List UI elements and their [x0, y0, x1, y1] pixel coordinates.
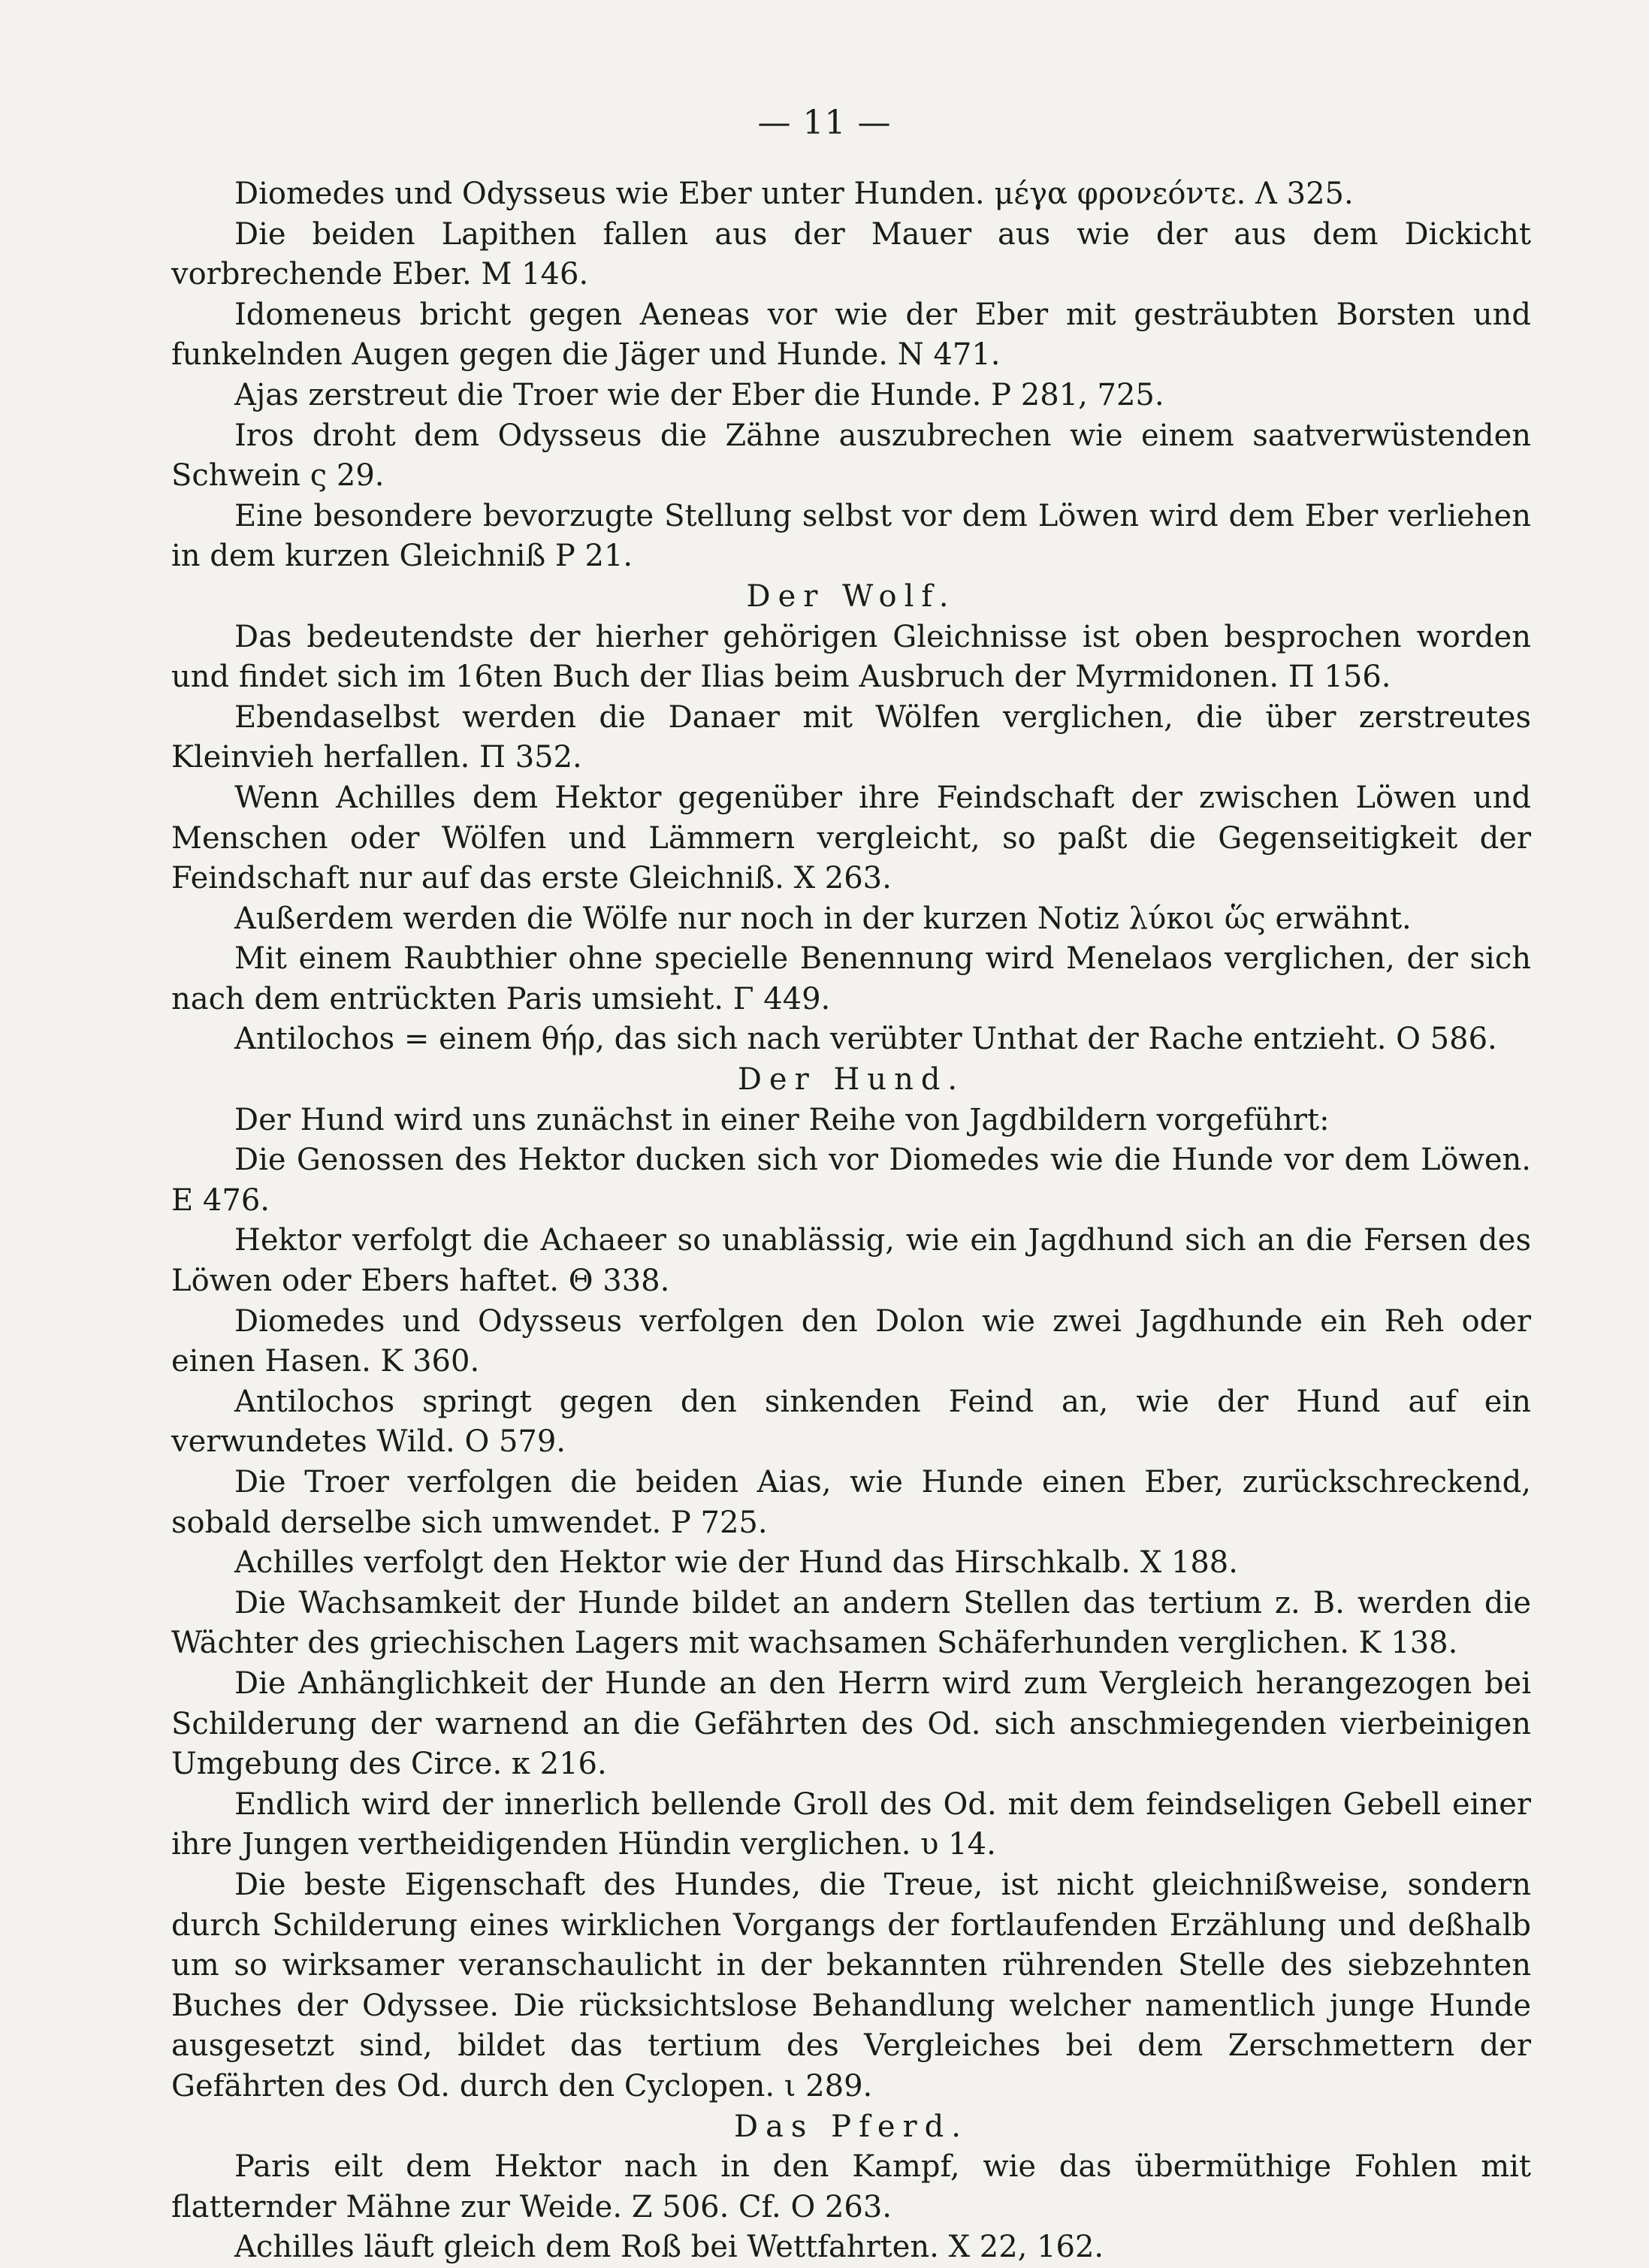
- paragraph: Außerdem werden die Wölfe nur noch in der kurzen Notiz λύκοι ὥς erwähnt.: [234, 901, 1412, 936]
- paragraph: Das bedeutendste der hierher gehörigen Gleichnisse ist oben besprochen worden und findet sich im 16ten Buch der Ilias beim Ausbruch der Myrmidonen. Π 156.: [171, 619, 1531, 695]
- paragraph: Die Genossen des Hektor ducken sich vor Diomedes wie die Hunde vor dem Löwen. E 476.: [171, 1143, 1531, 1218]
- paragraph: Iros droht dem Odysseus die Zähne auszubrechen wie einem saatverwüstenden Schwein ς 29.: [171, 418, 1531, 494]
- paragraph: Antilochos = einem θήρ, das sich nach verübter Unthat der Rache entzieht. O 586.: [234, 1022, 1497, 1057]
- paragraph: Mit einem Raubthier ohne specielle Benennung wird Menelaos verglichen, der sich nach dem entrückten Paris umsieht. Γ 449.: [171, 941, 1531, 1016]
- paragraph: Die Wachsamkeit der Hunde bildet an andern Stellen das tertium z. B. werden die Wächter des griechischen Lagers mit wachsamen Schäferhunden verglichen. K 138.: [171, 1585, 1531, 1661]
- paragraph: Diomedes und Odysseus verfolgen den Dolon wie zwei Jagdhunde ein Reh oder einen Hasen. K 360.: [171, 1303, 1531, 1379]
- paragraph: Paris eilt dem Hektor nach in den Kampf, wie das übermüthige Fohlen mit flatternder Mähne zur Weide. Z 506. Cf. O 263.: [171, 2149, 1531, 2224]
- paragraph: Antilochos springt gegen den sinkenden Feind an, wie der Hund auf ein verwundetes Wild. O 579.: [171, 1384, 1531, 1460]
- paragraph: Diomedes und Odysseus wie Eber unter Hunden. μέγα φρονεόντε. Λ 325.: [234, 177, 1354, 211]
- paragraph: Eine besondere bevorzugte Stellung selbst vor dem Löwen wird dem Eber verliehen in dem kurzen Gleichniß P 21.: [171, 498, 1531, 574]
- paragraph: Idomeneus bricht gegen Aeneas vor wie der Eber mit gesträubten Borsten und funkelnden Augen gegen die Jäger und Hunde. N 471.: [171, 297, 1531, 373]
- body-text: [171, 174, 1531, 2268]
- paragraph: Die Troer verfolgen die beiden Aias, wie Hunde einen Eber, zurückschreckend, sobald derselbe sich umwendet. P 725.: [171, 1465, 1531, 1540]
- paragraph: Hektor verfolgt die Achaeer so unablässig, wie ein Jagdhund sich an die Fersen des Löwen oder Ebers haftet. Θ 338.: [171, 1223, 1531, 1299]
- section-heading-wolf: Der Wolf.: [746, 578, 956, 614]
- paragraph: Die beste Eigenschaft des Hundes, die Treue, ist nicht gleichnißweise, sondern durch Schilderung eines wirklichen Vorgangs der fortlaufenden Erzählung und deßhalb um so wirksamer veranschaulicht in der bekannten rührenden Stelle des siebzehnten Buches der Odyssee. Die rücksichtslose Behandlung welcher namentlich junge Hunde ausgesetzt sind, bildet das tertium des Vergleiches bei dem Zerschmettern der Gefährten des Od. durch den Cyclopen. ι 289.: [171, 1867, 1531, 2103]
- paragraph: Wenn Achilles dem Hektor gegenüber ihre Feindschaft der zwischen Löwen und Menschen oder Wölfen und Lämmern vergleicht, so paßt die Gegenseitigkeit der Feindschaft nur auf das erste Gleichniß. X 263.: [171, 780, 1531, 896]
- paragraph: Die Anhänglichkeit der Hunde an den Herrn wird zum Vergleich herangezogen bei Schilderung der warnend an die Gefährten des Od. sich anschmiegenden vierbeinigen Umgebung des Circe. κ 216.: [171, 1666, 1531, 1782]
- paragraph: Der Hund wird uns zunächst in einer Reihe von Jagdbildern vorgeführt:: [234, 1102, 1330, 1137]
- paragraph: Endlich wird der innerlich bellende Groll des Od. mit dem feindseligen Gebell einer ihre Jungen vertheidigenden Hündin verglichen. υ 14.: [171, 1786, 1531, 1862]
- section-heading-pferd: Das Pferd.: [734, 2109, 968, 2144]
- page-number: — 11 —: [757, 104, 892, 142]
- section-heading-hund: Der Hund.: [737, 1062, 965, 1098]
- paragraph: Achilles läuft gleich dem Roß bei Wettfahrten. X 22, 162.: [234, 2230, 1104, 2265]
- paragraph: Ebendaselbst werden die Danaer mit Wölfen verglichen, die über zerstreutes Kleinvieh herfallen. Π 352.: [171, 699, 1531, 775]
- paragraph: Ajas zerstreut die Troer wie der Eber die Hunde. P 281, 725.: [234, 377, 1164, 412]
- paragraph: Achilles verfolgt den Hektor wie der Hund das Hirschkalb. X 188.: [234, 1545, 1238, 1581]
- paragraph: Die beiden Lapithen fallen aus der Mauer aus wie der aus dem Dickicht vorbrechende Eber. M 146.: [171, 216, 1531, 292]
